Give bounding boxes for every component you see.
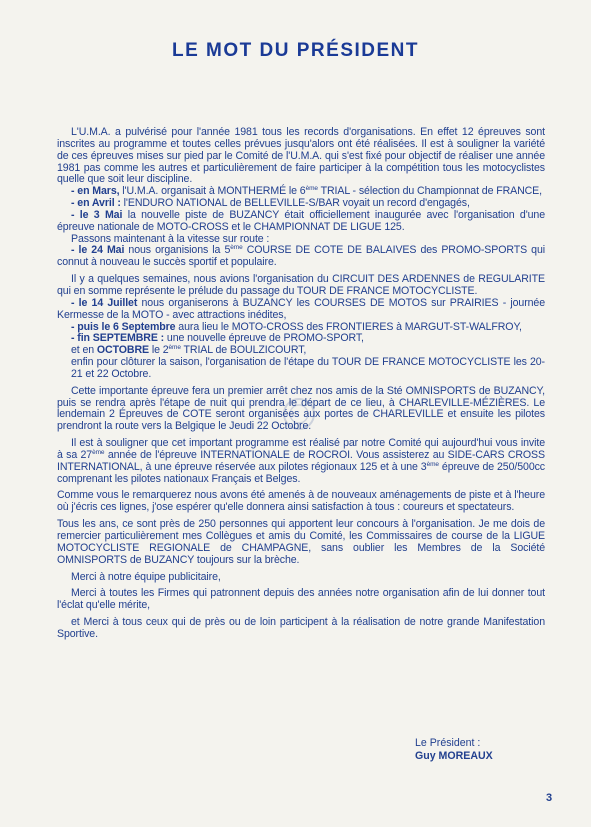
paragraph-circuit: Il y a quelques semaines, nous avions l'organisation du CIRCUIT DES ARDENNES de REGULARITE qui en somme représente le prélude du passage du TOUR DE FRANCE MOTOCYCLISTE. <box>57 273 545 297</box>
event-october: et en OCTOBRE le 2ème TRIAL de BOULZICOURT, <box>71 344 307 357</box>
signature-role: Le Président : <box>415 737 481 749</box>
letter-body <box>57 127 545 641</box>
paragraph-thanks-all: et Merci à tous ceux qui de près ou de loin participent à la réalisation de notre grande Manifestation Sportive. <box>57 616 545 640</box>
paragraph-thanks-team: Merci à notre équipe publicitaire, <box>71 570 221 583</box>
event-may-24: - le 24 Mai nous organisions la 5ème COURSE DE COTE DE BALAIVES des PROMO-SPORTS qui connut à nouveau le succès sportif et populaire. <box>57 244 545 269</box>
ink-stamp-icon <box>281 396 317 432</box>
page-title: LE MOT DU PRÉSIDENT <box>171 40 419 61</box>
event-date: - le 3 Mai <box>71 208 123 221</box>
event-date: - en Mars, <box>71 185 120 198</box>
signature-name: Guy MOREAUX <box>415 749 493 762</box>
paragraph-tour: Cette importante épreuve fera un premier arrêt chez nos amis de la Sté OMNISPORTS de BUZANCY, puis se rendra après l'étape de nuit qui prendra le départ de ce lieu, à CHARLEVILLE-MÉZIÈRES. Le lendemain 2 Épreuves de COTE seront organisées aux portes de CHARLEVILLE et ensuite les pilotes prendront la route vers la Belgique le Jeudi 22 Octobre. <box>57 384 545 433</box>
event-may-3: - le 3 Mai la nouvelle piste de BUZANCY était officiellement inaugurée avec l'organisation d'une épreuve nationale de MOTO-CROSS et le CHAMPIONNAT DE LIGUE 125. <box>57 208 546 233</box>
event-march: - en Mars, l'U.M.A. organisait à MONTHERMÉ le 6ème TRIAL - sélection du Championnat de FRANCE, <box>71 185 542 198</box>
event-september: - puis le 6 Septembre aura lieu le MOTO-CROSS des FRONTIERES à MARGUT-ST-WALFROY, <box>71 320 522 333</box>
paragraph-season-close: enfin pour clôturer la saison, l'organisation de l'étape du TOUR DE FRANCE MOTOCYCLISTE les 20-21 et 22 Octobre. <box>71 356 545 380</box>
event-date: - puis le 6 Septembre <box>71 320 176 333</box>
paragraph-intro: L'U.M.A. a pulvérisé pour l'année 1981 tous les records d'organisations. En effet 12 épreuves sont inscrites au programme et toutes celles prévues jusqu'alors ont été réalisées. Il est à souligner la variété de ces épreuves mises sur pied par le Comité de l'U.M.A. qui s'est fixé pour objectif de réaliser une année 1981 pas comme les autres et particulièrement de faire participer à la compétition tous les motocyclistes quelle que soit leur discipline. <box>57 126 545 186</box>
paragraph-thanks-firms: Merci à toutes les Firmes qui patronnent depuis des années notre organisation afin de lui donner tout l'éclat qu'elle mérite, <box>57 587 545 612</box>
event-date: - en Avril : <box>71 197 121 210</box>
paragraph-program: Il est à souligner que cet important programme est réalisé par notre Comité qui aujourd'hui vous invite à sa 27ème année de l'épreuve INTERNATIONALE de ROCROI. Vous assisterez au SIDE-CARS CROSS INTERNATIONAL, à une épreuve réservée aux pilotes régionaux 125 et à une 3ème épreuve de 250/500cc comprenant les pilotes nationaux Français et Belges. <box>57 437 546 485</box>
event-april: - en Avril : l'ENDURO NATIONAL de BELLEVILLE-S/BAR voyait un record d'engagés, <box>71 197 470 210</box>
page-number: 3 <box>546 792 553 804</box>
signature-block <box>415 737 493 762</box>
event-date: - le 24 Mai <box>71 244 125 257</box>
paragraph-track: Comme vous le remarquerez nous avons été amenés à de nouveaux aménagements de piste et à l'heure où j'écris ces lignes, j'ose espérer qu'elle donnera ainsi satisfaction à tous : coureurs et spectateurs. <box>57 489 545 514</box>
event-date: OCTOBRE <box>96 344 149 357</box>
paragraph-thanks: Tous les ans, ce sont près de 250 personnes qui apportent leur concours à l'organisation. Je me dois de remercier particulièrement mes Collègues et amis du Comité, les Commissaires de course de la LIGUE MOTOCYCLISTE REGIONALE de CHAMPAGNE, sans oublier les Membres de la Société OMNISPORTS de BUZANCY toujours sur la brèche. <box>57 518 545 566</box>
event-date: - le 14 Juillet <box>71 296 138 309</box>
event-end-september: - fin SEPTEMBRE : une nouvelle épreuve de PROMO-SPORT, <box>71 332 364 345</box>
paragraph-transition: Passons maintenant à la vitesse sur route : <box>71 232 270 245</box>
event-date: - fin SEPTEMBRE : <box>71 332 165 345</box>
event-july: - le 14 Juillet nous organiserons à BUZANCY les COURSES DE MOTOS sur PRAIRIES - journée Kermesse de la MOTO - avec attractions inédites, <box>57 296 545 321</box>
